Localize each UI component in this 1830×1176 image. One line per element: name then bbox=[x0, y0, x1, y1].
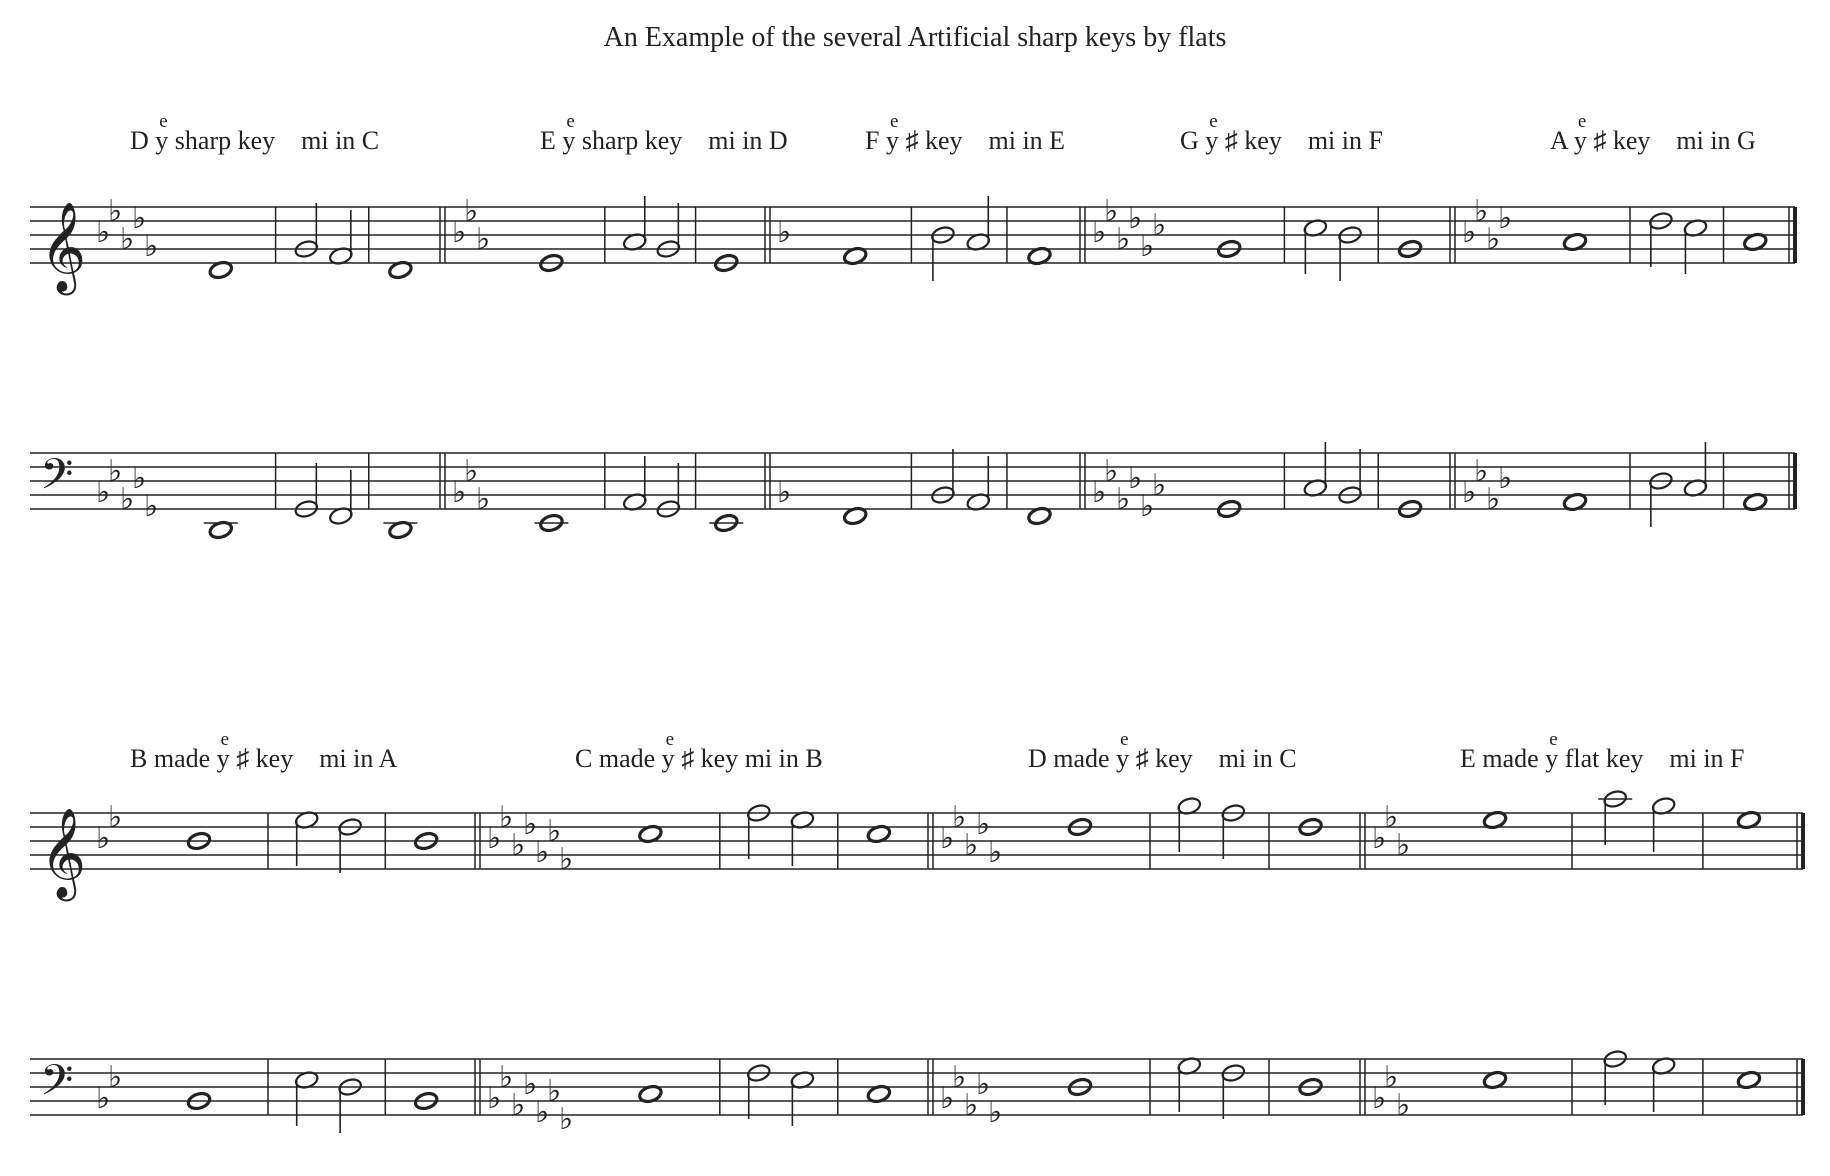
key-label-suffix: key bbox=[249, 744, 294, 773]
sharp-icon: ♯ bbox=[229, 744, 250, 773]
the-abbrev-sup: e bbox=[566, 111, 575, 132]
half-note bbox=[1303, 218, 1328, 274]
flat-icon: ♭ bbox=[1104, 194, 1119, 229]
the-abbrev: y e bbox=[562, 111, 576, 155]
flat-icon: ♭ bbox=[1140, 229, 1155, 264]
the-abbrev-sup: e bbox=[665, 729, 675, 750]
flat-icon: ♭ bbox=[476, 482, 491, 517]
the-abbrev: y e bbox=[155, 111, 169, 155]
mi-label: mi in A bbox=[293, 744, 398, 773]
sharp-icon: ♯ bbox=[1218, 126, 1238, 155]
flat-icon: ♭ bbox=[1498, 461, 1513, 496]
flat-icon: ♭ bbox=[499, 1060, 514, 1095]
flat-icon: ♭ bbox=[96, 215, 111, 250]
the-abbrev: y e bbox=[885, 111, 899, 155]
mi-label: mi in C bbox=[1192, 744, 1297, 773]
mi-label: mi in D bbox=[682, 126, 788, 155]
flat-icon: ♭ bbox=[1384, 1060, 1399, 1095]
flat-icon: ♭ bbox=[559, 842, 574, 877]
the-abbrev-sup: e bbox=[1120, 729, 1129, 750]
key-label-prefix: B made bbox=[130, 744, 217, 773]
flat-icon: ♭ bbox=[144, 489, 159, 524]
half-note bbox=[656, 203, 681, 259]
flat-icon: ♭ bbox=[952, 1060, 967, 1095]
the-abbrev: y e bbox=[1573, 111, 1587, 155]
flat-icon: ♭ bbox=[940, 1081, 955, 1116]
mi-label: mi in F bbox=[1643, 744, 1745, 773]
flat-icon: ♭ bbox=[940, 821, 955, 856]
half-note bbox=[1337, 449, 1362, 505]
half-note bbox=[1221, 803, 1246, 859]
key-label-suffix: flat key bbox=[1558, 744, 1644, 773]
bass-staff bbox=[30, 1049, 1803, 1137]
sharp-icon: ♯ bbox=[674, 744, 695, 773]
key-label-prefix: F bbox=[865, 126, 886, 155]
half-note bbox=[294, 203, 319, 259]
flat-icon: ♭ bbox=[476, 222, 491, 257]
key-label-suffix: key bbox=[1237, 126, 1282, 155]
flat-icon: ♭ bbox=[487, 821, 502, 856]
mi-label: mi in C bbox=[275, 126, 380, 155]
the-abbrev-sup: e bbox=[159, 111, 168, 132]
flat-icon: ♭ bbox=[777, 475, 792, 510]
key-label-prefix: C made bbox=[575, 744, 662, 773]
half-note bbox=[294, 1070, 319, 1126]
flat-icon: ♭ bbox=[1372, 1081, 1387, 1116]
half-note bbox=[1651, 796, 1676, 852]
half-note bbox=[1683, 442, 1708, 498]
key-label-suffix: sharp key bbox=[575, 126, 683, 155]
flat-icon: ♭ bbox=[535, 835, 550, 870]
half-note bbox=[1603, 1049, 1628, 1105]
flat-icon: ♭ bbox=[511, 1088, 526, 1123]
half-note bbox=[966, 196, 991, 252]
flat-icon: ♭ bbox=[1396, 1088, 1411, 1123]
flat-icon: ♭ bbox=[1116, 222, 1131, 257]
bass-clef-icon: 𝄢 bbox=[40, 1056, 74, 1116]
half-note bbox=[1683, 218, 1708, 274]
the-abbrev: y e bbox=[216, 729, 230, 773]
flat-icon: ♭ bbox=[988, 835, 1003, 870]
flat-icon: ♭ bbox=[1104, 454, 1119, 489]
key-label-suffix: sharp key bbox=[168, 126, 276, 155]
half-note bbox=[294, 810, 319, 866]
flat-icon: ♭ bbox=[132, 201, 147, 236]
flat-icon: ♭ bbox=[1486, 222, 1501, 257]
half-note bbox=[790, 810, 815, 866]
flat-icon: ♭ bbox=[144, 229, 159, 264]
flat-icon: ♭ bbox=[96, 1081, 111, 1116]
key-label-prefix: E bbox=[540, 126, 563, 155]
half-note bbox=[966, 456, 991, 512]
half-note bbox=[1221, 1063, 1246, 1119]
the-abbrev: y e bbox=[661, 729, 675, 773]
key-label-prefix: D made bbox=[1028, 744, 1117, 773]
flat-icon: ♭ bbox=[120, 482, 135, 517]
half-note bbox=[746, 1063, 771, 1119]
half-note bbox=[1337, 225, 1362, 281]
key-label-suffix: key bbox=[918, 126, 963, 155]
flat-icon: ♭ bbox=[464, 454, 479, 489]
half-note bbox=[1648, 211, 1673, 267]
treble-clef-icon: 𝄞 bbox=[40, 202, 87, 292]
flat-icon: ♭ bbox=[777, 215, 792, 250]
mi-label: mi in G bbox=[1650, 126, 1756, 155]
flat-icon: ♭ bbox=[1372, 821, 1387, 856]
half-note bbox=[746, 803, 771, 859]
flat-icon: ♭ bbox=[1128, 461, 1143, 496]
half-note bbox=[1177, 1056, 1202, 1112]
whole-note bbox=[204, 520, 238, 540]
flat-icon: ♭ bbox=[547, 814, 562, 849]
flat-icon: ♭ bbox=[1152, 468, 1167, 503]
half-note bbox=[622, 196, 647, 252]
flat-icon: ♭ bbox=[132, 461, 147, 496]
flat-icon: ♭ bbox=[96, 475, 111, 510]
key-label-prefix: E made bbox=[1460, 744, 1546, 773]
flat-icon: ♭ bbox=[1140, 489, 1155, 524]
whole-note bbox=[534, 513, 568, 533]
half-note bbox=[294, 463, 319, 519]
flat-icon: ♭ bbox=[1462, 215, 1477, 250]
half-note bbox=[930, 225, 955, 281]
flat-icon: ♭ bbox=[108, 1060, 123, 1095]
flat-icon: ♭ bbox=[499, 800, 514, 835]
flat-icon: ♭ bbox=[1474, 194, 1489, 229]
sharp-icon: ♯ bbox=[1586, 126, 1607, 155]
the-abbrev-sup: e bbox=[889, 111, 899, 132]
half-note bbox=[1648, 471, 1673, 527]
half-note bbox=[1303, 442, 1328, 498]
flat-icon: ♭ bbox=[1486, 482, 1501, 517]
flat-icon: ♭ bbox=[1116, 482, 1131, 517]
half-note bbox=[328, 470, 353, 526]
key-label-suffix: key mi in B bbox=[694, 744, 823, 773]
flat-icon: ♭ bbox=[1462, 475, 1477, 510]
whole-note bbox=[709, 513, 743, 533]
flat-icon: ♭ bbox=[535, 1095, 550, 1130]
flat-icon: ♭ bbox=[1384, 800, 1399, 835]
treble-staff bbox=[30, 194, 1795, 296]
the-abbrev-sup: e bbox=[1209, 111, 1218, 132]
flat-icon: ♭ bbox=[1092, 475, 1107, 510]
flat-icon: ♭ bbox=[108, 194, 123, 229]
key-label-prefix: G bbox=[1180, 126, 1206, 155]
flat-icon: ♭ bbox=[964, 1088, 979, 1123]
flat-icon: ♭ bbox=[108, 800, 123, 835]
bass-staff bbox=[30, 442, 1795, 540]
flat-icon: ♭ bbox=[120, 222, 135, 257]
half-note bbox=[656, 463, 681, 519]
half-note bbox=[337, 817, 362, 873]
the-abbrev: y e bbox=[1545, 729, 1559, 773]
treble-clef-icon: 𝄞 bbox=[40, 808, 87, 898]
bass-clef-icon: 𝄢 bbox=[40, 450, 74, 510]
the-abbrev: y e bbox=[1205, 111, 1219, 155]
flat-icon: ♭ bbox=[1396, 828, 1411, 863]
flat-icon: ♭ bbox=[511, 828, 526, 863]
half-note bbox=[1177, 796, 1202, 852]
flat-icon: ♭ bbox=[559, 1102, 574, 1137]
half-note bbox=[328, 210, 353, 266]
flat-icon: ♭ bbox=[547, 1074, 562, 1109]
treble-staff bbox=[30, 789, 1803, 902]
flat-icon: ♭ bbox=[452, 475, 467, 510]
whole-note bbox=[383, 520, 417, 540]
flat-icon: ♭ bbox=[523, 807, 538, 842]
mi-label: mi in F bbox=[1281, 126, 1383, 155]
flat-icon: ♭ bbox=[96, 821, 111, 856]
flat-icon: ♭ bbox=[976, 807, 991, 842]
flat-icon: ♭ bbox=[976, 1067, 991, 1102]
half-note bbox=[622, 456, 647, 512]
flat-icon: ♭ bbox=[108, 454, 123, 489]
the-abbrev: y e bbox=[1116, 729, 1130, 773]
half-note bbox=[1598, 789, 1632, 845]
key-label-prefix: A bbox=[1550, 126, 1574, 155]
half-note bbox=[790, 1070, 815, 1126]
the-abbrev-sup: e bbox=[1549, 729, 1558, 750]
key-label-prefix: D bbox=[130, 126, 156, 155]
flat-icon: ♭ bbox=[523, 1067, 538, 1102]
half-note bbox=[930, 449, 955, 505]
mi-label: mi in E bbox=[962, 126, 1066, 155]
sharp-icon: ♯ bbox=[1129, 744, 1149, 773]
flat-icon: ♭ bbox=[1152, 208, 1167, 243]
flat-icon: ♭ bbox=[964, 828, 979, 863]
flat-icon: ♭ bbox=[487, 1081, 502, 1116]
key-label-suffix: key bbox=[1148, 744, 1193, 773]
page-title: An Example of the several Artificial sharp keys by flats bbox=[603, 22, 1227, 53]
flat-icon: ♭ bbox=[452, 215, 467, 250]
flat-icon: ♭ bbox=[988, 1095, 1003, 1130]
key-label-suffix: key bbox=[1606, 126, 1651, 155]
flat-icon: ♭ bbox=[1128, 201, 1143, 236]
half-note bbox=[1651, 1056, 1676, 1112]
flat-icon: ♭ bbox=[1498, 201, 1513, 236]
the-abbrev-sup: e bbox=[1577, 111, 1587, 132]
half-note bbox=[337, 1077, 362, 1133]
sharp-icon: ♯ bbox=[898, 126, 919, 155]
flat-icon: ♭ bbox=[1092, 215, 1107, 250]
the-abbrev-sup: e bbox=[220, 729, 230, 750]
flat-icon: ♭ bbox=[1474, 454, 1489, 489]
flat-icon: ♭ bbox=[464, 194, 479, 229]
flat-icon: ♭ bbox=[952, 800, 967, 835]
